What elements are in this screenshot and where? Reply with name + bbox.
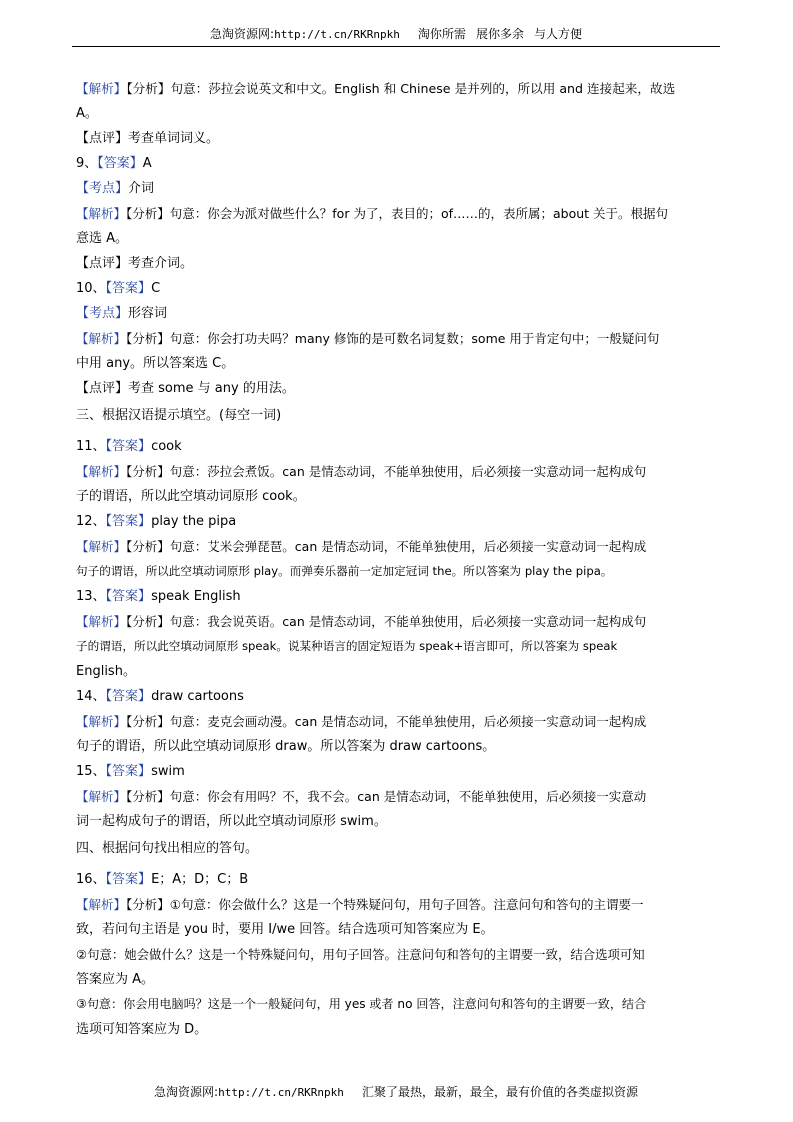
question-13-answer: 13、【答案】speak English [76, 589, 241, 604]
question-15-answer: 15、【答案】swim [76, 764, 185, 779]
text-line: 词一起构成句子的谓语，所以此空填动词原形 swim。 [76, 814, 387, 829]
fenxi-tag: 【分析】 [126, 897, 170, 912]
text-line: 【解析】【分析】句意：我会说英语。can 是情态动词，不能单独使用，后必须接一实意动词一起构成句 [76, 614, 647, 629]
analysis-tag: 【解析】 [76, 206, 127, 221]
section-heading-3: 三、根据汉语提示填空。(每空一词) [76, 408, 282, 423]
header-site: 急淘资源网: [210, 27, 275, 41]
analysis-tag: 【解析】 [76, 81, 127, 96]
fenxi-tag: 【分析】 [126, 714, 170, 729]
question-9-answer: 9、【答案】A [76, 156, 152, 171]
text-line: ③句意：你会用电脑吗？这是一个一般疑问句，用 yes 或者 no 回答，注意问句和答句的主谓要一致，结合 [76, 997, 647, 1011]
text-line: 子的谓语，所以此空填动词原形 speak。说某种语言的固定短语为 speak+语言即可，所以答案为 speak [76, 639, 618, 653]
text-line: 【点评】考查单词词义。 [76, 131, 220, 146]
answer-tag: 【答案】 [105, 439, 152, 454]
answer-tag: 【答案】 [105, 589, 152, 604]
text-line: 【解析】【分析】句意：你会有用吗？不，我不会。can 是情态动词，不能单独使用，后必须接一实意动 [76, 789, 647, 804]
text-line: 意选 A。 [76, 231, 129, 246]
page-footer [72, 1082, 720, 1102]
answer-tag: 【答案】 [105, 872, 152, 887]
fenxi-tag: 【分析】 [126, 614, 170, 629]
fenxi-tag: 【分析】 [126, 81, 171, 96]
text-line: 【解析】【分析】①句意：你会做什么？这是一个特殊疑问句，用句子回答。注意问句和答句的主谓要一 [76, 897, 644, 912]
answer-tag: 【答案】 [105, 764, 152, 779]
text-line: 【解析】【分析】句意：艾米会弹琵琶。can 是情态动词，不能单独使用，后必须接一实意动词一起构成 [76, 539, 647, 554]
analysis-tag: 【解析】 [76, 897, 127, 912]
fenxi-tag: 【分析】 [126, 539, 170, 554]
question-10-point: 【考点】形容词 [76, 306, 168, 321]
header-slogan-2: 展你多余 [475, 27, 524, 41]
text-line: 【解析】【分析】句意：你会为派对做些什么？for 为了，表目的；of……的，表所属；about 关于。根据句 [76, 206, 669, 221]
answer-tag: 【答案】 [97, 156, 143, 171]
question-10-answer: 10、【答案】C [76, 281, 161, 296]
question-12-answer: 12、【答案】play the pipa [76, 514, 237, 529]
analysis-tag: 【解析】 [76, 789, 127, 804]
question-9-point: 【考点】介词 [76, 181, 155, 196]
answer-tag: 【答案】 [105, 689, 152, 704]
text-line: English。 [76, 664, 136, 679]
text-line: 致，若问句主语是 you 时，要用 I/we 回答。结合选项可知答案应为 E。 [76, 922, 494, 937]
fenxi-tag: 【分析】 [126, 206, 170, 221]
footer-slogan: 汇聚了最热，最新，最全，最有价值的各类虚拟资源 [361, 1085, 638, 1099]
text-line: 子的谓语，所以此空填动词原形 cook。 [76, 489, 306, 504]
analysis-tag: 【解析】 [76, 714, 127, 729]
fenxi-tag: 【分析】 [126, 464, 170, 479]
analysis-tag: 【解析】 [76, 331, 127, 346]
comment-tag: 【点评】 [76, 131, 129, 146]
text-line: 【解析】【分析】句意：你会打功夫吗？many 修饰的是可数名词复数；some 用于肯定句中；一般疑问句 [76, 331, 660, 346]
header-slogan-1: 淘你所需 [417, 27, 466, 41]
comment-tag: 【点评】 [76, 256, 129, 271]
text-line: ②句意：她会做什么？这是一个特殊疑问句，用句子回答。注意问句和答句的主谓要一致，结合选项可知 [76, 947, 645, 962]
answer-tag: 【答案】 [105, 514, 152, 529]
text-line: 答案应为 A。 [76, 972, 155, 987]
text-line: A。 [76, 106, 98, 121]
text-line: 句子的谓语，所以此空填动词原形 draw。所以答案为 draw cartoons。 [76, 739, 496, 754]
section-heading-4: 四、根据问句找出相应的答句。 [76, 841, 259, 856]
text-line: 【解析】【分析】句意：麦克会画动漫。can 是情态动词，不能单独使用，后必须接一实意动词一起构成 [76, 714, 647, 729]
text-line: 中用 any。所以答案选 C。 [76, 356, 235, 371]
fenxi-tag: 【分析】 [126, 789, 170, 804]
fenxi-tag: 【分析】 [126, 331, 170, 346]
analysis-tag: 【解析】 [76, 539, 127, 554]
answer-tag: 【答案】 [105, 281, 152, 296]
answer-content [76, 76, 722, 1042]
text-line: 【点评】考查 some 与 any 的用法。 [76, 381, 295, 396]
comment-tag: 【点评】 [76, 381, 129, 396]
text-line: 【解析】【分析】句意：莎拉会说英文和中文。English 和 Chinese 是并列的，所以用 and 连接起来，故选 [76, 81, 676, 96]
point-tag: 【考点】 [76, 181, 129, 196]
text-line: 选项可知答案应为 D。 [76, 1022, 208, 1037]
question-11-answer: 11、【答案】cook [76, 439, 182, 454]
page-header [72, 22, 720, 47]
header-slogan-3: 与人方便 [533, 27, 582, 41]
question-16-answer: 16、【答案】E；A；D；C；B [76, 872, 249, 887]
point-tag: 【考点】 [76, 306, 129, 321]
analysis-tag: 【解析】 [76, 614, 127, 629]
text-line: 【点评】考查介词。 [76, 256, 194, 271]
text-line: 句子的谓语，所以此空填动词原形 play。而弹奏乐器前一定加定冠词 the。所以答案为 play the pipa。 [76, 564, 613, 578]
footer-url[interactable]: http://t.cn/RKRnpkh [218, 1086, 344, 1099]
header-url[interactable]: http://t.cn/RKRnpkh [274, 28, 400, 41]
footer-site: 急淘资源网: [154, 1085, 219, 1099]
question-14-answer: 14、【答案】draw cartoons [76, 689, 244, 704]
analysis-tag: 【解析】 [76, 464, 127, 479]
text-line: 【解析】【分析】句意：莎拉会煮饭。can 是情态动词，不能单独使用，后必须接一实意动词一起构成句 [76, 464, 647, 479]
